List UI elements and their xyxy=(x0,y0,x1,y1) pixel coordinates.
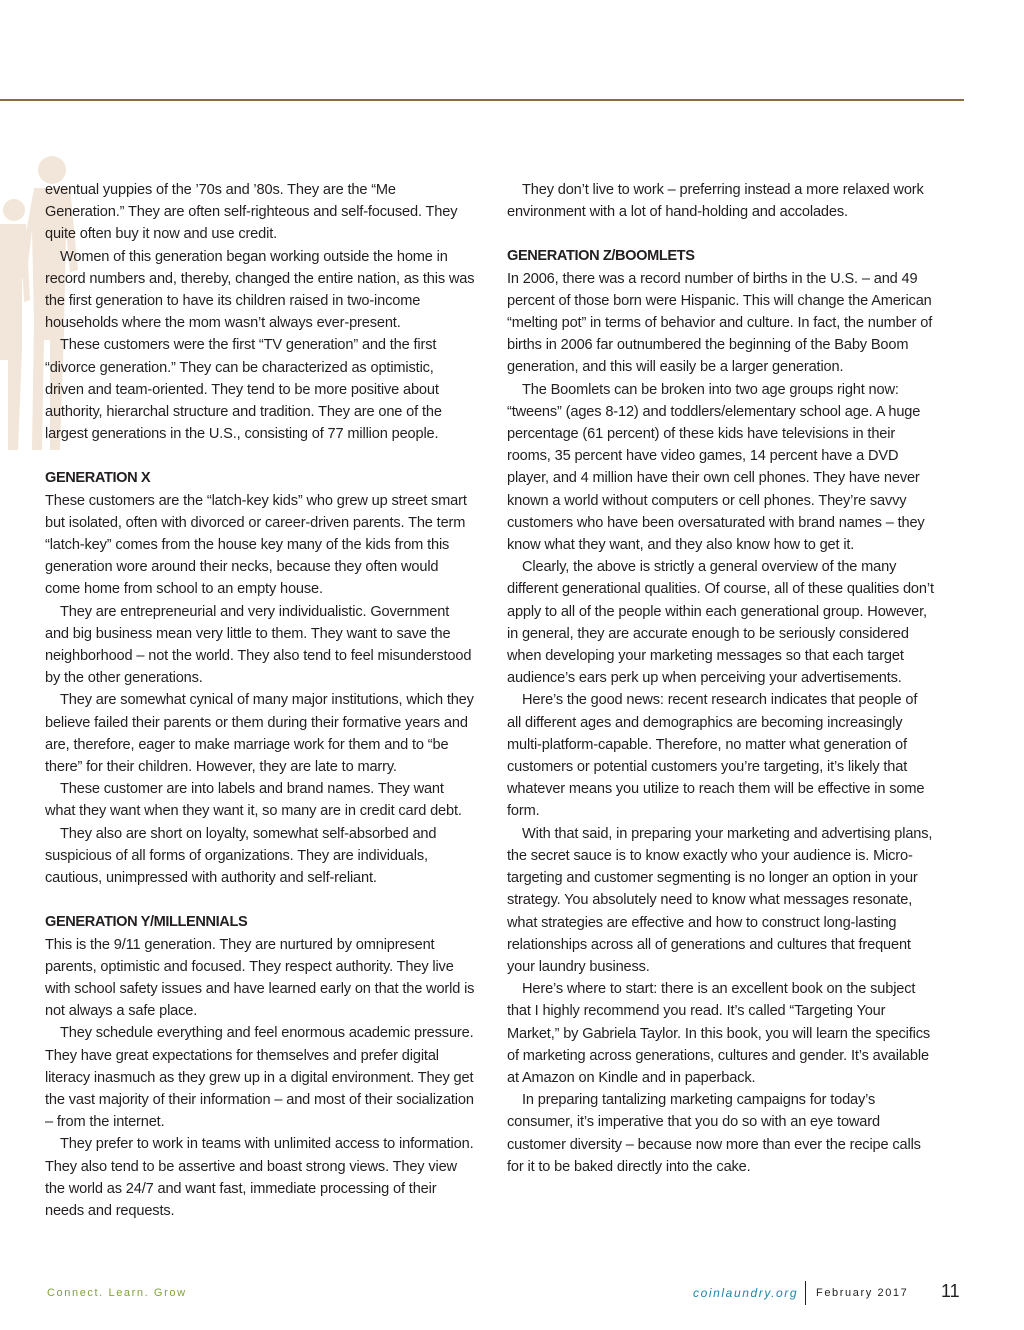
page-number: 11 xyxy=(941,1281,960,1301)
paragraph: They prefer to work in teams with unlimited access to information. They also tend to be assertive and boast strong views. They view the world as 24/7 and want fast, immediate processing of their needs and requests. xyxy=(45,1136,474,1219)
paragraph: They don’t live to work – preferring instead a more relaxed work environment with a lot of hand-holding and accolades. xyxy=(507,182,924,221)
paragraph: These customers were the first “TV generation” and the first “divorce generation.” They can be characterized as optimistic, driven and team-oriented. They tend to be more positive about authority, hierarchal structure and tradition. They are one of the largest generations in the U.S., consisting of 77 million people. xyxy=(45,337,442,443)
paragraph: They also are short on loyalty, somewhat self-absorbed and suspicious of all forms of organizations. They are individuals, cautious, unimpressed with authority and self-reliant. xyxy=(45,825,437,887)
section-heading-generation-x: GENERATION X xyxy=(45,470,151,487)
paragraph: They are somewhat cynical of many major institutions, which they believe failed their parents or them during their formative years and are, therefore, eager to make marriage work for them and to “be there” for their children. However, they are late to marry. xyxy=(45,692,474,776)
paragraph: In 2006, there was a record number of births in the U.S. – and 49 percent of those born were Hispanic. This will change the American “melting pot” in terms of behavior and culture. In fact, the number of births in 2006 far outnumbered the beginning of the Baby Boom generation, and this will easily be a larger generation. xyxy=(507,270,933,376)
paragraph: With that said, in preparing your marketing and advertising plans, the secret sauce is to know exactly who your audience is. Micro-targeting and customer segmenting is no longer an option in your strategy. You absolutely need to know what messages resonate, what strategies are effective and how to construct long-lasting relationships across all of generations and cultures that frequent your laundry business. xyxy=(507,825,933,975)
footer-site-link[interactable]: coinlaundry.org xyxy=(693,1286,799,1300)
right-column xyxy=(507,179,935,1178)
left-column xyxy=(45,179,475,1222)
paragraph: They are entrepreneurial and very individualistic. Government and big business mean very little to them. They want to save the neighborhood – not the world. They also tend to feel misunderstood by the other generations. xyxy=(45,603,472,687)
paragraph: Women of this generation began working outside the home in record numbers and, thereby, changed the entire nation, as this was the first generation to have its children raised in two-income households where the mom wasn’t always ever-present. xyxy=(45,248,475,332)
section-heading-generation-z: GENERATION Z/BOOMLETS xyxy=(507,248,695,265)
paragraph: Here’s the good news: recent research indicates that people of all different ages and demographics are becoming increasingly multi-platform-capable. Therefore, no matter what generation of customers or potential customers you’re targeting, it’s likely that whatever means you utilize to reach them will be effective in some form. xyxy=(507,692,925,820)
paragraph: In preparing tantalizing marketing campaigns for today’s consumer, it’s imperative that you do so with an eye toward customer diversity – because now more than ever the recipe calls for it to be baked directly into the cake. xyxy=(507,1092,921,1175)
paragraph: The Boomlets can be broken into two age groups right now: “tweens” (ages 8-12) and toddlers/elementary school age. A huge percentage (61 percent) of these kids have televisions in their rooms, 35 percent have video games, 14 percent have a DVD player, and 4 million have their own cell phones. They have never known a world without computers or cell phones. They’re savvy customers who have been oversaturated with brand names – they know what they want, and they also know how to get it. xyxy=(507,381,925,554)
footer-date: February 2017 xyxy=(816,1287,909,1299)
paragraph: These customer are into labels and brand names. They want what they want when they want it, so many are in credit card debt. xyxy=(45,781,462,820)
paragraph: Here’s where to start: there is an excellent book on the subject that I highly recommend you read. It’s called “Targeting Your Market,” by Gabriela Taylor. In this book, you will learn the specifics of marketing across generations, cultures and gender. It’s available at Amazon on Kindle and in paperback. xyxy=(507,981,931,1086)
paragraph: They schedule everything and feel enormous academic pressure. They have great expectations for themselves and prefer digital literacy inasmuch as they grew up in a digital environment. They get the vast majority of their information – and most of their socialization – from the internet. xyxy=(45,1025,474,1131)
paragraph: Clearly, the above is strictly a general overview of the many different generational qualities. Of course, all of these qualities don’t apply to all of the people within each generational group. However, in general, they are accurate enough to be seriously considered when developing your marketing messages so that each target audience’s ears perk up when perceiving your advertisements. xyxy=(507,559,934,687)
section-heading-generation-y: GENERATION Y/MILLENNIALS xyxy=(45,914,248,931)
paragraph: eventual yuppies of the ’70s and ’80s. They are the “Me Generation.” They are often self-righteous and self-focused. They quite often buy it now and use credit. xyxy=(45,182,458,243)
footer-tagline: Connect. Learn. Grow xyxy=(47,1287,187,1299)
footer-divider xyxy=(805,1281,806,1305)
paragraph: These customers are the “latch-key kids” who grew up street smart but isolated, often with divorced or career-driven parents. The term “latch-key” comes from the house key many of the kids from this generation wore around their necks, because they often would come home from school to an empty house. xyxy=(45,492,467,598)
paragraph: This is the 9/11 generation. They are nurtured by omnipresent parents, optimistic and focused. They respect authority. They live with school safety issues and have learned early on that the world is not always a safe place. xyxy=(45,936,475,1020)
header-rule xyxy=(0,99,964,101)
